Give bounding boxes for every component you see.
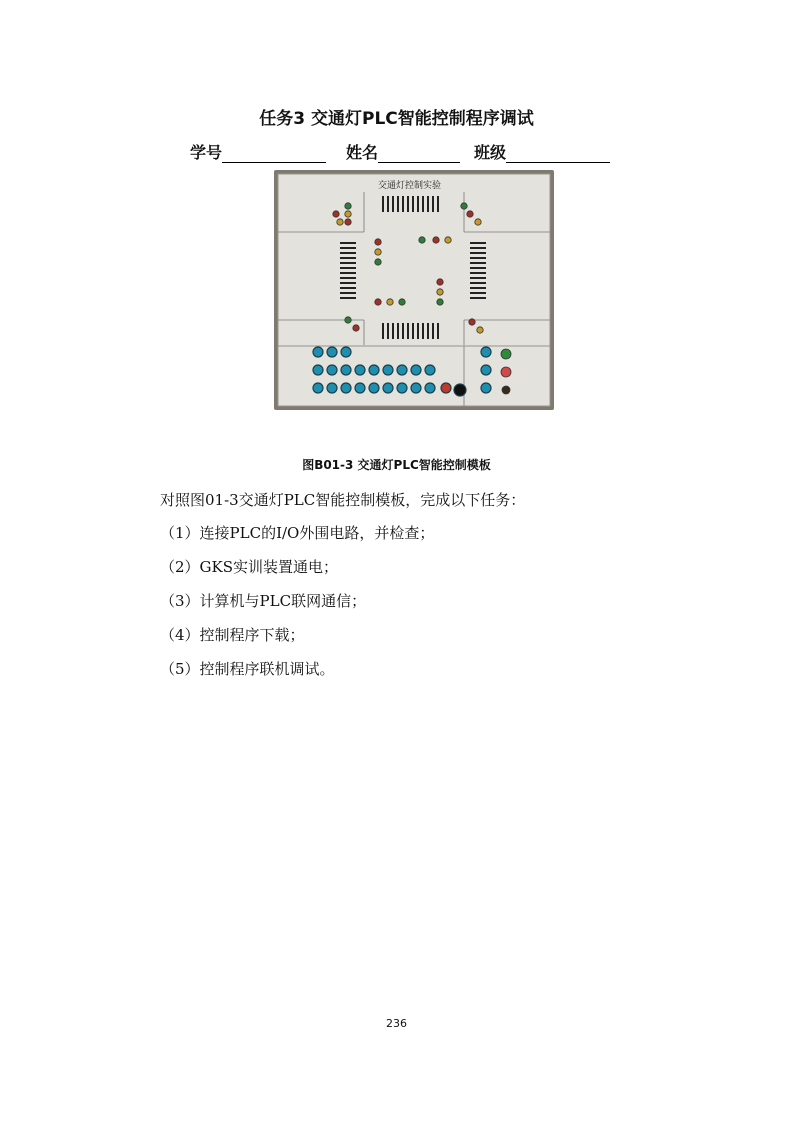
class-label: 班级 (474, 143, 507, 162)
page-number: 236 (386, 1017, 407, 1030)
student-info-fields (190, 140, 630, 163)
name-blank (378, 144, 460, 163)
traffic-light-panel-photo (274, 170, 554, 410)
student-id-label: 学号 (190, 143, 223, 162)
task-item-3: （3）计算机与PLC联网通信； (160, 592, 367, 610)
name-label: 姓名 (346, 143, 379, 162)
panel-title: 交通灯控制实验 (378, 181, 442, 191)
figure-caption: 图B01-3 交通灯PLC智能控制模板 (302, 458, 491, 472)
task-item-5: （5）控制程序联机调试。 (160, 660, 335, 678)
student-id-blank (222, 144, 326, 163)
task-item-2: （2）GKS实训装置通电； (160, 558, 339, 576)
task-item-4: （4）控制程序下载； (160, 626, 305, 644)
intro-paragraph: 对照图01-3交通灯PLC智能控制模板，完成以下任务： (160, 491, 526, 509)
traffic-light-panel-illustration (274, 170, 554, 410)
page-title: 任务3 交通灯PLC智能控制程序调试 (259, 109, 534, 129)
task-item-1: （1）连接PLC的I/O外围电路，并检查； (160, 524, 435, 542)
class-blank (506, 144, 610, 163)
